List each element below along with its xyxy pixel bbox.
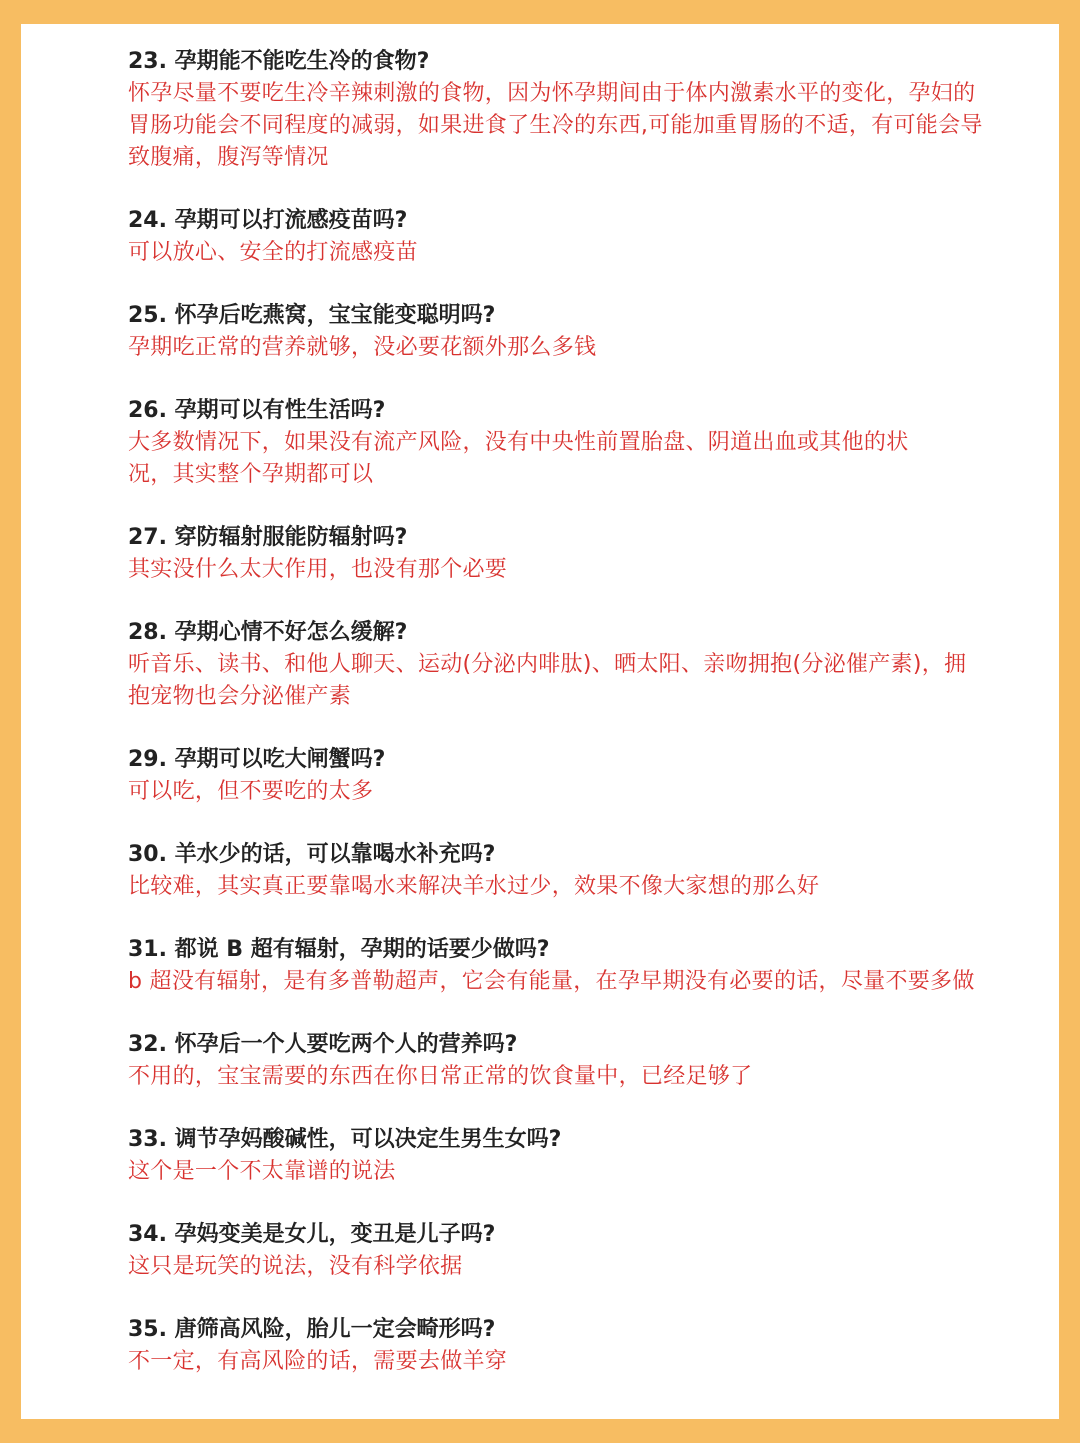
- question-text: 31. 都说 B 超有辐射，孕期的话要少做吗?: [128, 937, 550, 962]
- answer-text: 比较难，其实真正要靠喝水来解决羊水过少，效果不像大家想的那么好: [128, 874, 820, 899]
- qa-item: [128, 617, 988, 713]
- answer-text: 可以放心、安全的打流感疫苗: [128, 240, 418, 265]
- qa-item: [128, 522, 988, 586]
- question-text: 24. 孕期可以打流感疫苗吗?: [128, 208, 408, 233]
- question-text: 28. 孕期心情不好怎么缓解?: [128, 620, 408, 645]
- qa-item: [128, 934, 988, 998]
- qa-item: [128, 300, 988, 364]
- qa-item: [128, 1314, 988, 1378]
- question-text: 35. 唐筛高风险，胎儿一定会畸形吗?: [128, 1317, 496, 1342]
- answer-text: 这只是玩笑的说法，没有科学依据: [128, 1254, 463, 1279]
- question-text: 29. 孕期可以吃大闸蟹吗?: [128, 747, 386, 772]
- qa-list: [128, 46, 988, 1409]
- question-text: 34. 孕妈变美是女儿，变丑是儿子吗?: [128, 1222, 496, 1247]
- answer-text: 这个是一个不太靠谱的说法: [128, 1159, 396, 1184]
- answer-text: 怀孕尽量不要吃生冷辛辣刺激的食物，因为怀孕期间由于体内激素水平的变化，孕妇的胃肠功能会不同程度的减弱，如果进食了生冷的东西,可能加重胃肠的不适，有可能会导致腹痛，腹泻等情况: [128, 81, 983, 170]
- question-text: 27. 穿防辐射服能防辐射吗?: [128, 525, 408, 550]
- question-text: 23. 孕期能不能吃生冷的食物?: [128, 49, 430, 74]
- answer-text: 听音乐、读书、和他人聊天、运动(分泌内啡肽)、晒太阳、亲吻拥抱(分泌催产素)，拥抱宠物也会分泌催产素: [128, 652, 967, 709]
- answer-text: 其实没什么太大作用，也没有那个必要: [128, 557, 508, 582]
- question-text: 30. 羊水少的话，可以靠喝水补充吗?: [128, 842, 496, 867]
- qa-item: [128, 1124, 988, 1188]
- qa-item: [128, 395, 988, 491]
- qa-item: [128, 839, 988, 903]
- qa-item: [128, 1219, 988, 1283]
- answer-text: 孕期吃正常的营养就够，没必要花额外那么多钱: [128, 335, 597, 360]
- answer-text: 可以吃，但不要吃的太多: [128, 779, 374, 804]
- answer-text: b 超没有辐射，是有多普勒超声，它会有能量，在孕早期没有必要的话，尽量不要多做: [128, 969, 975, 994]
- question-text: 26. 孕期可以有性生活吗?: [128, 398, 386, 423]
- qa-item: [128, 205, 988, 269]
- answer-text: 大多数情况下，如果没有流产风险，没有中央性前置胎盘、阴道出血或其他的状况，其实整个孕期都可以: [128, 430, 909, 487]
- qa-item: [128, 46, 988, 174]
- qa-item: [128, 1029, 988, 1093]
- qa-item: [128, 744, 988, 808]
- content-card: [21, 24, 1059, 1419]
- question-text: 32. 怀孕后一个人要吃两个人的营养吗?: [128, 1032, 518, 1057]
- answer-text: 不用的，宝宝需要的东西在你日常正常的饮食量中，已经足够了: [128, 1064, 753, 1089]
- question-text: 33. 调节孕妈酸碱性，可以决定生男生女吗?: [128, 1127, 562, 1152]
- question-text: 25. 怀孕后吃燕窝，宝宝能变聪明吗?: [128, 303, 496, 328]
- answer-text: 不一定，有高风险的话，需要去做羊穿: [128, 1349, 508, 1374]
